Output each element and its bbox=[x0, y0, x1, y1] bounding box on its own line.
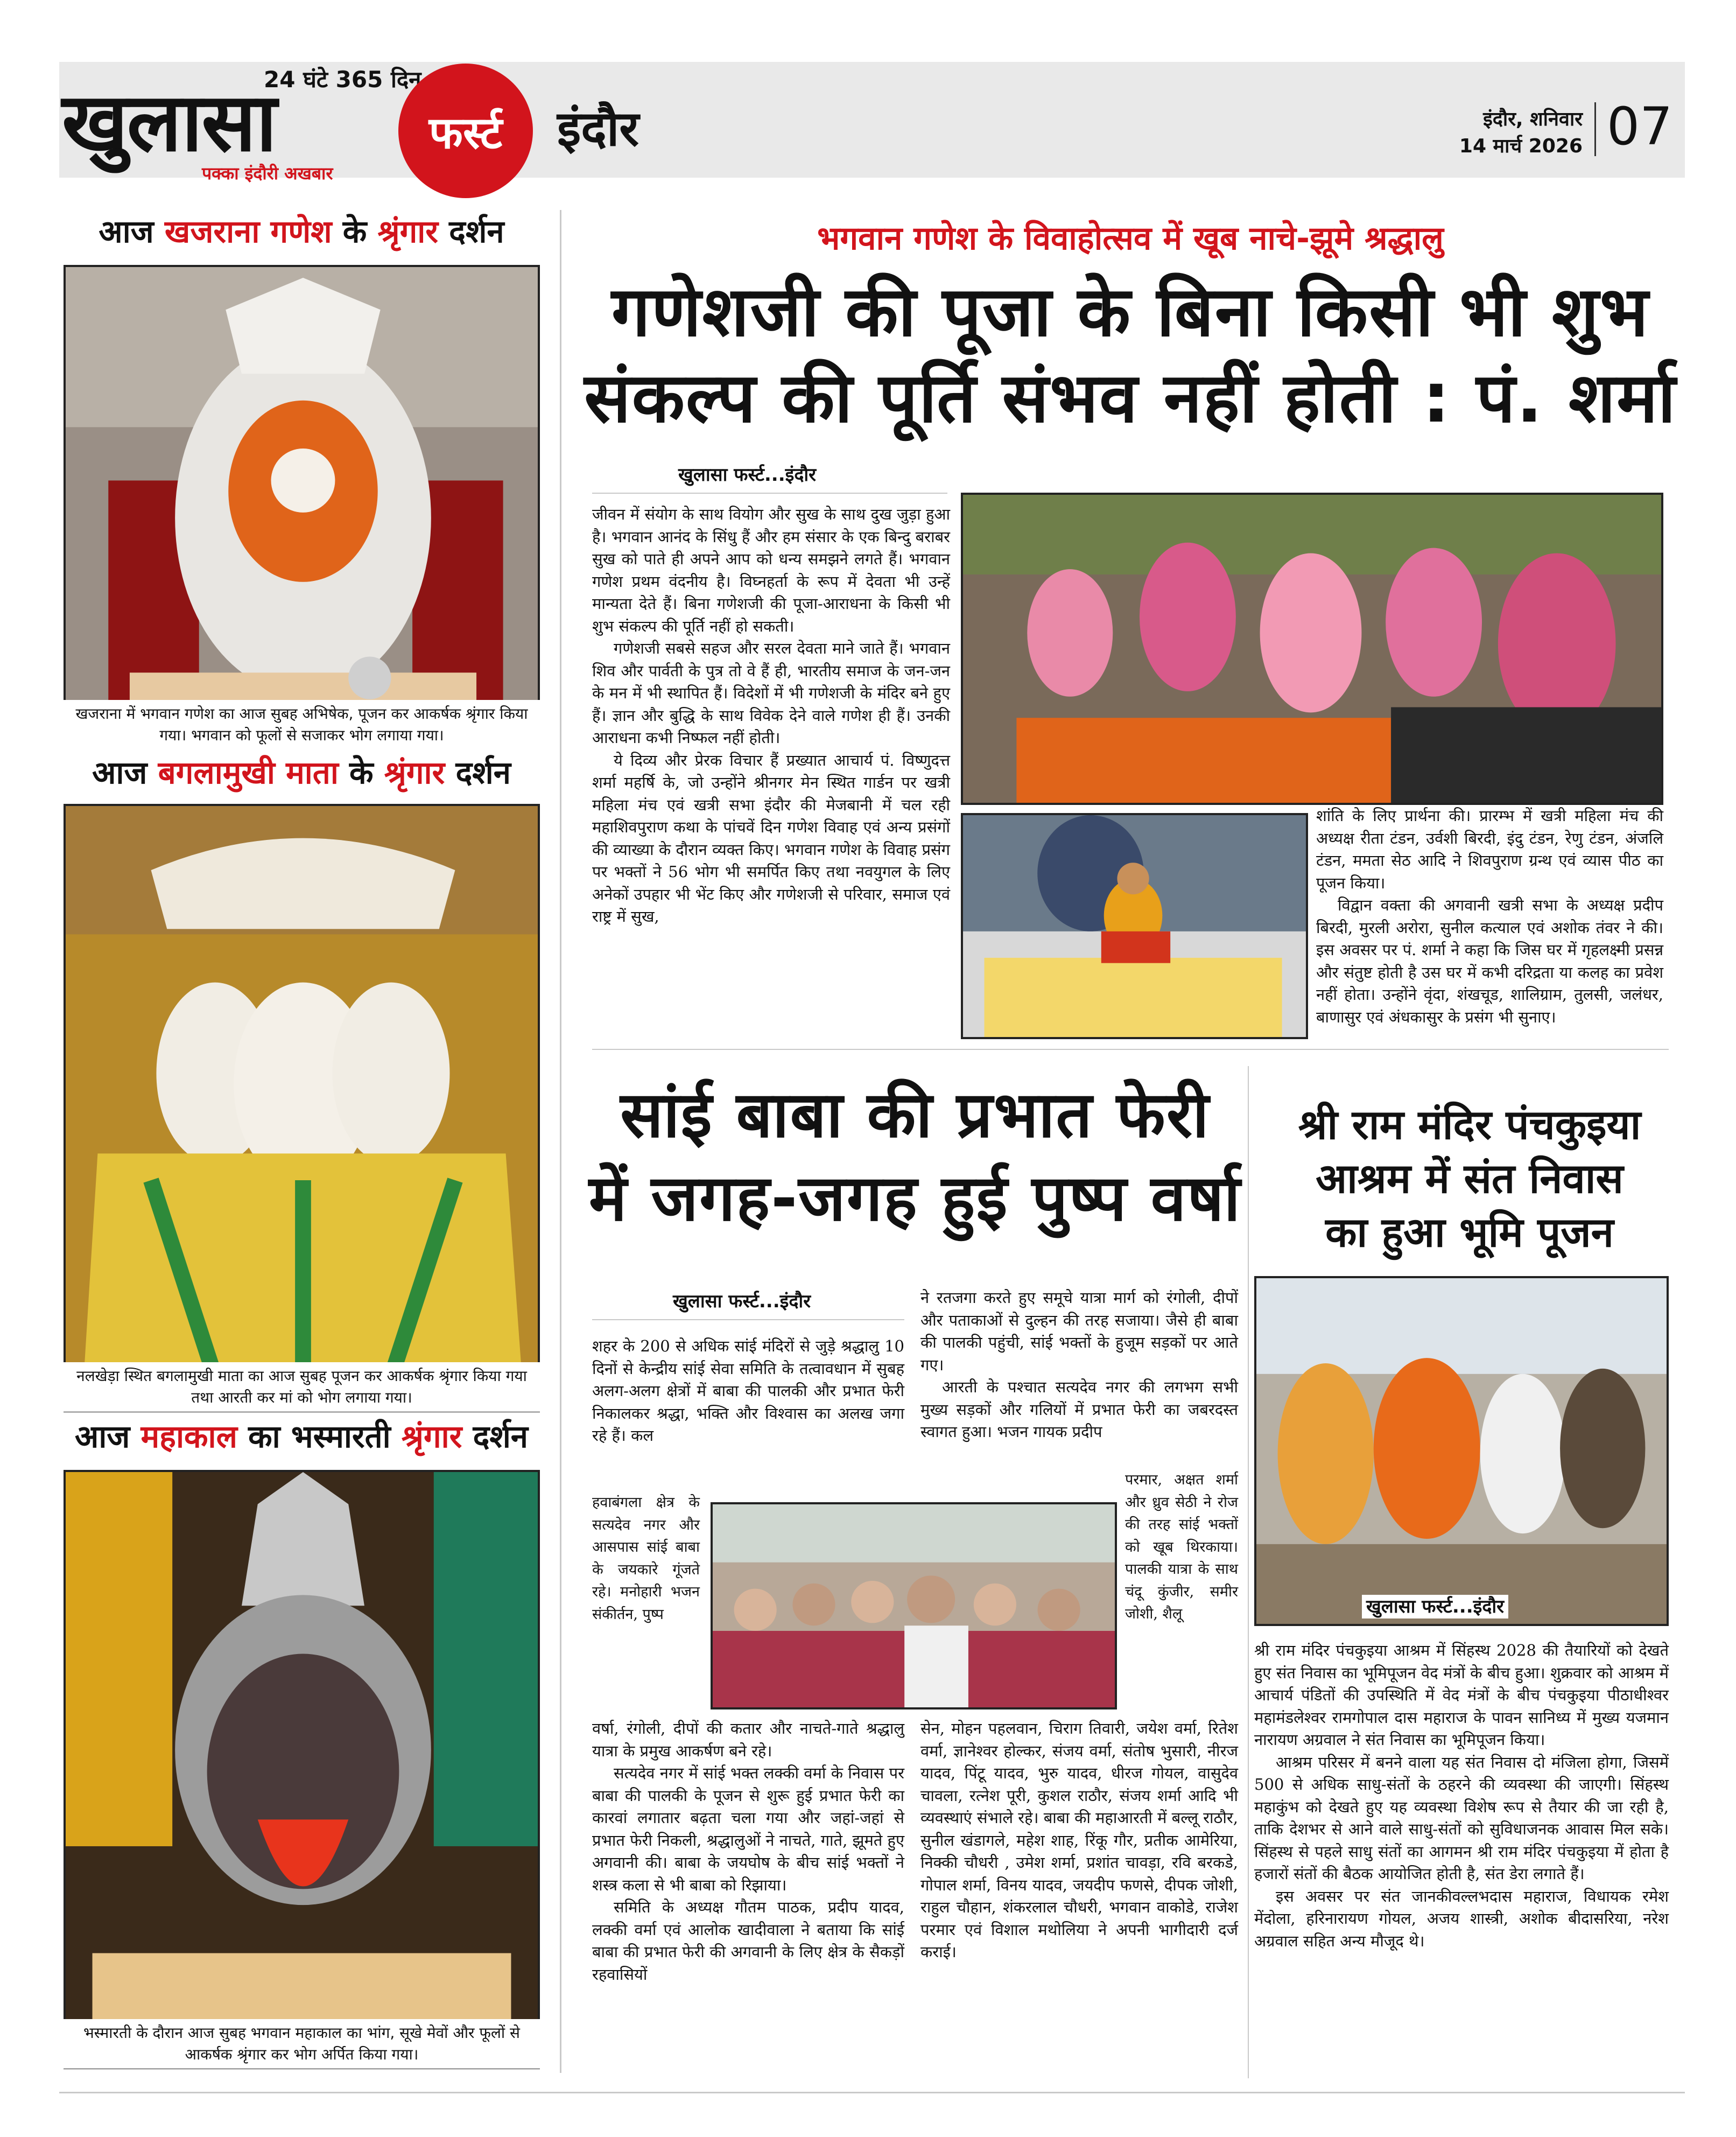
story2-byline: खुलासा फर्स्ट...इंदौर bbox=[673, 1291, 811, 1312]
byline-rule bbox=[592, 1319, 904, 1320]
story1-paragraph: विद्वान वक्ता की अगवानी खत्री सभा के अध्यक्ष प्रदीप बिरदी, मुरली अरोरा, सुनील कत्याल एवं अशोक तंवर ने की। इस अवसर पर पं. शर्मा ने कहा कि जिस घर में गृहलक्ष्मी प्रसन्न और संतुष्ट होती है उस घर में कभी दरिद्रता या कलह का प्रवेश नहीं होता। उन्होंने वृंदा, शंखचूड, शालिग्राम, तुलसी, जलंधर, बाणासुर एवं अंधकासुर के प्रसंग भी सुनाए। bbox=[1316, 896, 1663, 1026]
sidebar-heading-baglamukhi bbox=[59, 754, 544, 791]
story2-paragraph: आरती के पश्चात सत्यदेव नगर की लगभग सभी मुख्य सड़कों और गलियों में प्रभात फेरी का जबरदस्त स्वागत हुआ। भजन गायक प्रदीप bbox=[920, 1378, 1238, 1441]
heading-highlight: महाकाल bbox=[140, 1418, 237, 1455]
story3-paragraph: श्री राम मंदिर पंचकुइया आश्रम में सिंहस्थ 2028 की तैयारियों को देखते हुए संत निवास का भूमिपूजन वेद मंत्रों के बीच हुआ। शुक्रवार को आश्रम में आचार्य पंडितों की उपस्थिति में वेद मंत्रों के बीच पंचकुइया पीठाधीश्वर महामंडलेश्वर रामगोपाल दास महाराज के पावन सानिध्य में मुख्य यजमान नारायण अग्रवाल ने संत निवास का भूमिपूजन किया। bbox=[1254, 1641, 1669, 1749]
caption-khajrana: खजराना में भगवान गणेश का आज सुबह अभिषेक, पूजन कर आकर्षक श्रृंगार किया गया। भगवान को फूलों से सजाकर भोग लगाया गया। bbox=[64, 700, 540, 749]
story2-col1-narrow: हवाबंगला क्षेत्र के सत्यदेव नगर और आसपास सांई बाबा के जयकारे गूंजते रहे। मनोहारी भजन संकीर्तन, पुष्प bbox=[592, 1494, 700, 1623]
heading-text: आज bbox=[74, 1418, 141, 1455]
story1-headline-line2: संकल्प की पूर्ति संभव नहीं होती : पं. शर्मा bbox=[584, 358, 1677, 438]
heading-text: का भस्मारती bbox=[237, 1418, 402, 1455]
heading-text: आज bbox=[92, 754, 158, 791]
edition-name: इंदौर bbox=[557, 101, 639, 157]
story3-headline-line2: आश्रम में संत निवास bbox=[1316, 1154, 1623, 1202]
photo-acharya-katha bbox=[961, 813, 1308, 1039]
heading-highlight: बगलामुखी माता bbox=[158, 754, 339, 791]
heading-text: दर्शन bbox=[445, 754, 511, 791]
brand-subtitle: पक्का इंदौरी अखबार bbox=[202, 163, 333, 184]
heading-highlight: खजराना गणेश bbox=[164, 213, 332, 250]
bottom-rule bbox=[59, 2092, 1685, 2093]
caption-mahakal: भस्मारती के दौरान आज सुबह भगवान महाकाल का भांग, सूखे मेवों और फूलों से आकर्षक श्रृंगार कर भोग अर्पित किया गया। bbox=[64, 2019, 540, 2069]
story3-headline-line3: का हुआ भूमि पूजन bbox=[1325, 1208, 1614, 1256]
heading-highlight: श्रृंगार bbox=[401, 1418, 462, 1455]
masthead-divider bbox=[1594, 102, 1596, 156]
story2-col2-rest: सेन, मोहन पहलवान, चिराग तिवारी, जयेश वर्मा, रितेश वर्मा, ज्ञानेश्वर होल्कर, संजय वर्मा, संतोष भुसारी, नीरज यादव, पिंटू यादव, भुरु यादव, धीरज गोयल, वासुदेव चावला, रत्नेश पूरी, कुशल राठौर, संजय शर्मा आदि भी व्यवस्थाएं संभाले रहे। बाबा की महाआरती में बल्लू राठौर, सुनील खंडागले, महेश शाह, रिंकू गौर, प्रतीक आमेरिया, निक्की चौधरी , उमेश शर्मा, प्रशांत चावड़ा, रवि बरकडे, गोपाल शर्मा, विनय यादव, जयदीप फणसे, दीपक जोशी, राहुल चौहान, शंकरलाल चौधरी, भगवान वाकोडे, राजेश परमार एवं विशाल मथोलिया ने अपनी भागीदारी दर्ज कराई। bbox=[920, 1719, 1238, 1961]
story3-body bbox=[1254, 1639, 1669, 1952]
heading-text: आज bbox=[99, 213, 165, 250]
story1-paragraph: शांति के लिए प्रार्थना की। प्रारम्भ में खत्री महिला मंच की अध्यक्ष रीता टंडन, उर्वशी बिरदी, इंदु टंडन, रेणु टंडन, अंजलि टंडन, ममता सेठ आदि ने शिवपुराण ग्रन्थ एवं व्यास पीठ का पूजन किया। bbox=[1316, 807, 1663, 892]
tagline-top: 24 घंटे 365 दिन bbox=[264, 66, 421, 93]
story1-paragraph: गणेशजी सबसे सहज और सरल देवता माने जाते हैं। भगवान शिव और पार्वती के पुत्र तो वे हैं ही, भारतीय समाज के जन-जन के मन में भी स्थापित हैं। विदेशों में भी गणेशजी के मंदिर बने हुए हैं। ज्ञान और बुद्धि के साथ विवेक देने वाले गणेश ही हैं। उनकी आराधना कभी निष्फल नहीं होती। bbox=[592, 639, 950, 747]
story1-kicker: भगवान गणेश के विवाहोत्सव में खूब नाचे-झूमे श्रद्धालु bbox=[817, 220, 1444, 257]
heading-highlight: श्रृंगार bbox=[384, 754, 445, 791]
story1-column1 bbox=[592, 503, 950, 928]
story-separator bbox=[592, 1049, 1669, 1050]
sidebar-separator bbox=[560, 210, 561, 2073]
photo-sai-prabhat-feri bbox=[711, 1502, 1117, 1709]
photo-bhoomi-pujan bbox=[1254, 1276, 1669, 1626]
date-line2: 14 मार्च 2026 bbox=[1459, 135, 1583, 157]
story3-paragraph: इस अवसर पर संत जानकीवल्लभदास महाराज, विधायक रमेश मेंदोला, हरिनारायण गोयल, अजय शास्त्री, अशोक बीदासरिया, नरेश अग्रवाल सहित अन्य मौजूद थे। bbox=[1254, 1887, 1669, 1950]
brand-name: खुलासा bbox=[62, 76, 276, 170]
photo-khajrana-ganesh bbox=[64, 265, 540, 749]
story2-paragraph: वर्षा, रंगोली, दीपों की कतार और नाचते-गाते श्रद्धालु यात्रा के प्रमुख आकर्षण बने रहे। bbox=[592, 1719, 904, 1760]
heading-text: दर्शन bbox=[462, 1418, 528, 1455]
story2-col1-rest bbox=[592, 1718, 904, 1986]
heading-highlight: श्रृंगार bbox=[377, 213, 438, 250]
photo-mahakal-bhasmarti bbox=[64, 1470, 540, 2069]
story1-paragraph: ये दिव्य और प्रेरक विचार हैं प्रख्यात आचार्य पं. विष्णुदत्त शर्मा महर्षि के, जो उन्होंने श्रीनगर मेन स्थित गार्डन पर खत्री महिला मंच एवं खत्री सभा इंदौर की मेजबानी में चल रही महाशिवपुराण कथा के पांचवें दिन गणेश विवाह एवं अन्य प्रसंगों की व्याख्या के दौरान व्यक्त किए। भगवान गणेश के विवाह प्रसंग पर भक्तों ने 56 भोग भी समर्पित किए तथा नवयुगल के लिए अनेकों उपहार भी भेंट किए और गणेशजी से परिवार, समाज एवं राष्ट्र में सुख, bbox=[592, 751, 950, 926]
story2-paragraph: समिति के अध्यक्ष गौतम पाठक, प्रदीप यादव, लक्की वर्मा एवं आलोक खादीवाला ने बताया कि सांई बाबा की प्रभात फेरी की अगवानी के लिए क्षेत्र के सैकड़ों रहवासियों bbox=[592, 1898, 904, 1984]
story3-paragraph: आश्रम परिसर में बनने वाला यह संत निवास दो मंजिला होगा, जिसमें 500 से अधिक साधु-संतों के ठहरने की व्यवस्था की जाएगी। सिंहस्थ महाकुंभ को देखते हुए यह व्यवस्था विशेष रूप से तैयार की जा रही है, ताकि देशभर से आने वाले साधु-संतों को सुविधाजनक आवास मिल सके। सिंहस्थ से पहले साधु संतों का आगमन श्री राम मंदिर पंचकुइया में होता है हजारों संतों की बैठक आयोजित होती है, संत डेरा लगाते हैं। bbox=[1254, 1753, 1669, 1883]
heading-text: के bbox=[338, 754, 384, 791]
story3-byline: खुलासा फर्स्ट...इंदौर bbox=[1362, 1595, 1508, 1618]
heading-text: दर्शन bbox=[438, 213, 504, 250]
sidebar-heading-mahakal bbox=[59, 1418, 544, 1455]
story2-col1-top: शहर के 200 से अधिक सांई मंदिरों से जुड़े श्रद्धालु 10 दिनों से केन्द्रीय सांई सेवा समिति के तत्वावधान में सुबह अलग-अलग क्षेत्रों में बाबा की पालकी और प्रभात फेरी निकालकर श्रद्धा, भक्ति और विश्वास का अलख जगा रहे हैं। कल bbox=[592, 1337, 904, 1445]
story2-headline-line2: में जगह-जगह हुई पुष्प वर्षा bbox=[588, 1161, 1242, 1235]
caption-baglamukhi: नलखेड़ा स्थित बगलामुखी माता का आज सुबह पूजन कर आकर्षक श्रृंगार किया गया तथा आरती कर मां को भोग लगाया गया। bbox=[64, 1362, 540, 1412]
photo-devotees-dancing bbox=[961, 493, 1663, 805]
story2-paragraph: ने रतजगा करते हुए समूचे यात्रा मार्ग को रंगोली, दीपों और पताकाओं से दुल्हन की तरह सजाया। जैसे ही बाबा की पालकी पहुंची, सांई भक्तों के हुजूम सड़कों पर आते गए। bbox=[920, 1288, 1238, 1374]
story2-headline-line1: सांई बाबा की प्रभात फेरी bbox=[620, 1077, 1210, 1152]
photo-baglamukhi-mata bbox=[64, 804, 540, 1412]
story2-col2-narrow: परमार, अक्षत शर्मा और ध्रुव सेठी ने रोज की तरह सांई भक्तों को खूब थिरकाया। पालकी यात्रा के साथ चंदू कुंजीर, समीर जोशी, शैलू bbox=[1125, 1472, 1238, 1622]
story2-paragraph: सत्यदेव नगर में सांई भक्त लक्की वर्मा के निवास पर बाबा की पालकी के पूजन से शुरू हुई प्रभात फेरी का कारवां लगातार बढ़ता चला गया और जहां-जहां से प्रभात फेरी निकली, श्रद्धालुओं ने नाचते, गाते, झूमते हुए अगवानी की। बाबा के जयघोष के बीच सांई भक्तों ने शस्त्र कला से भी बाबा को रिझाया। bbox=[592, 1764, 904, 1894]
story1-byline: खुलासा फर्स्ट...इंदौर bbox=[678, 464, 817, 486]
heading-text: के bbox=[332, 213, 378, 250]
byline-rule bbox=[592, 493, 947, 494]
page-number: 07 bbox=[1607, 96, 1673, 157]
story3-headline-line1: श्री राम मंदिर पंचकुइया bbox=[1298, 1101, 1641, 1148]
story2-story3-separator bbox=[1248, 1066, 1249, 2078]
sidebar-heading-khajrana bbox=[59, 213, 544, 250]
story1-column2 bbox=[1316, 805, 1663, 1028]
date-line1: इंदौर, शनिवार bbox=[1483, 108, 1583, 130]
brand-badge-text: फर्स्ट bbox=[428, 108, 503, 159]
brand-badge bbox=[398, 64, 533, 198]
story1-headline-line1: गणेशजी की पूजा के बिना किसी भी शुभ bbox=[611, 272, 1650, 352]
story1-paragraph: जीवन में संयोग के साथ वियोग और सुख के साथ दुख जुड़ा हुआ है। भगवान आनंद के सिंधु हैं और हम संसार के एक बिन्दु बराबर सुख को पाते ही अपने आप को धन्य समझने लगते हैं। भगवान गणेश प्रथम वंदनीय है। विघ्नहर्ता के रूप में देवता भी उन्हें मान्यता देते हैं। बिना गणेशजी की पूजा-आराधना के किसी भी शुभ संकल्प की पूर्ति नहीं हो सकती। bbox=[592, 505, 950, 635]
story2-col2-top bbox=[920, 1287, 1238, 1444]
